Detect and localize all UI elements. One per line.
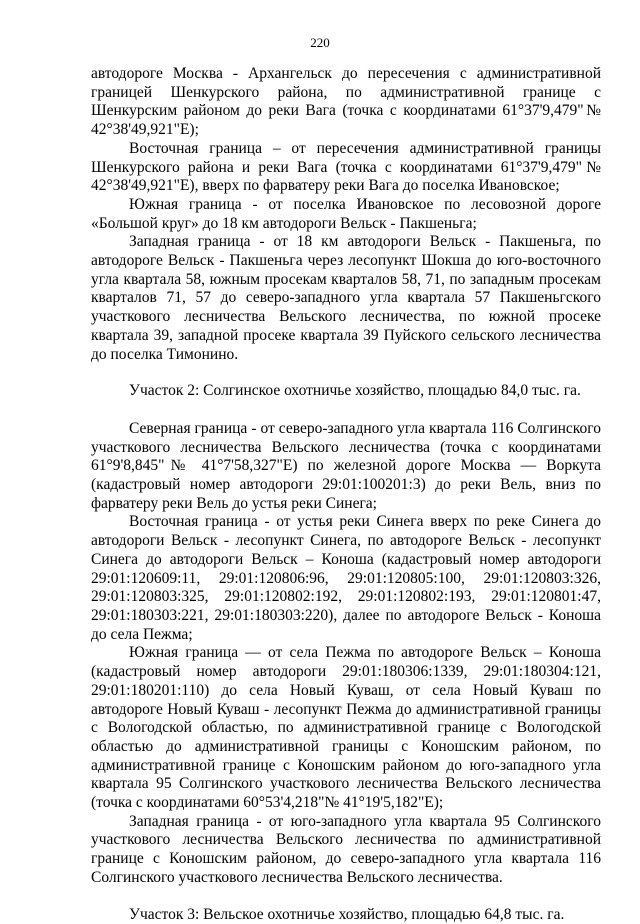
paragraph-south-border-2: Южная граница — от села Пежма по автодороге Вельск – Коноша (кадастровый номер автодороги 29:01:180306:1339, 29:01:180304:121, 29:01:180201:110) до села Новый Куваш, от села Новый Куваш по автодороге Новый Куваш - лесопункт Пежма до административной границы с Вологодской областью, по административной границе с Вологодской областью до административной границы с Коношским районом, по административной границе с Коношским районом до юго-западного угла квартала 95 Солгинского участкового лесничества Вельского лесничества (точка с координатами 60°53'4,218"№ 41°19'5,182"Е); [91, 644, 601, 812]
section-heading-plot-2: Участок 2: Солгинское охотничье хозяйство, площадью 84,0 тыс. га. [129, 382, 581, 400]
paragraph-north-border-2: Северная граница - от северо-западного угла квартала 116 Солгинского участкового лесничества Вельского лесничества (точка с координатами 61°9'8,845"№ 41°7'58,327"Е) по железной дороге Москва — Воркута (кадастровый номер автодороги 29:01:100201:3) до реки Вель, вниз по фарватеру реки Вель до устья реки Синега; [91, 419, 601, 512]
paragraph-south-border-1: Южная граница - от поселка Ивановское по лесовозной дороге «Большой круг» до 18 км автодороги Вельск - Пакшеньга; [91, 195, 601, 232]
paragraph-east-border-2: Восточная граница - от устья реки Синега вверх по реке Синега до автодороги Вельск - лесопункт Синега, по автодороге Вельск - лесопункт Синега до автодороги Вельск – Коноша (кадастровый номер автодороги 29:01:120609:11, 29:01:120806:96, 29:01:120805:100, 29:01:120803:326, 29:01:120803:325, 29:01:120802:192, 29:01:120802:193, 29:01:120801:47, 29:01:180303:221, 29:01:180303:220), далее по автодороге Вельск - Коноша до села Пежма; [91, 513, 601, 643]
paragraph-continuation: автодороге Москва - Архангельск до пересечения с административной границей Шенкурского района, по административной границе с Шенкурским районом до реки Вага (точка с координатами 61°37'9,479"№ 42°38'49,921"Е); [91, 65, 601, 139]
paragraph-east-border-1: Восточная граница – от пересечения административной границы Шенкурского района и реки Вага (точка с координатами 61°37'9,479"№ 42°38'49,921"Е), вверх по фарватеру реки Вага до поселка Ивановское; [91, 139, 601, 195]
paragraph-west-border-1: Западная граница - от 18 км автодороги Вельск - Пакшеньга, по автодороге Вельск - Пакшеньга через лесопункт Шокша до юго-восточного угла квартала 58, южным просекам кварталов 58, 71, по западным просекам кварталов 71, 57 до северо-западного угла квартала 57 Пакшеньгского участкового лесничества Вельского лесничества, по южной просеке квартала 39, западной просеке квартала 39 Пуйского сельского лесничества до поселка Тимонино. [91, 233, 601, 363]
section-heading-plot-3: Участок 3: Вельское охотничье хозяйство, площадью 64,8 тыс. га. [129, 905, 565, 923]
page-body [91, 65, 601, 924]
page-number: 220 [310, 35, 330, 50]
paragraph-west-border-2: Западная граница - от юго-западного угла квартала 95 Солгинского участкового лесничества Вельского лесничества по административной границе с Коношским районом, до северо-западного угла квартала 116 Солгинского участкового лесничества Вельского лесничества. [91, 812, 601, 886]
